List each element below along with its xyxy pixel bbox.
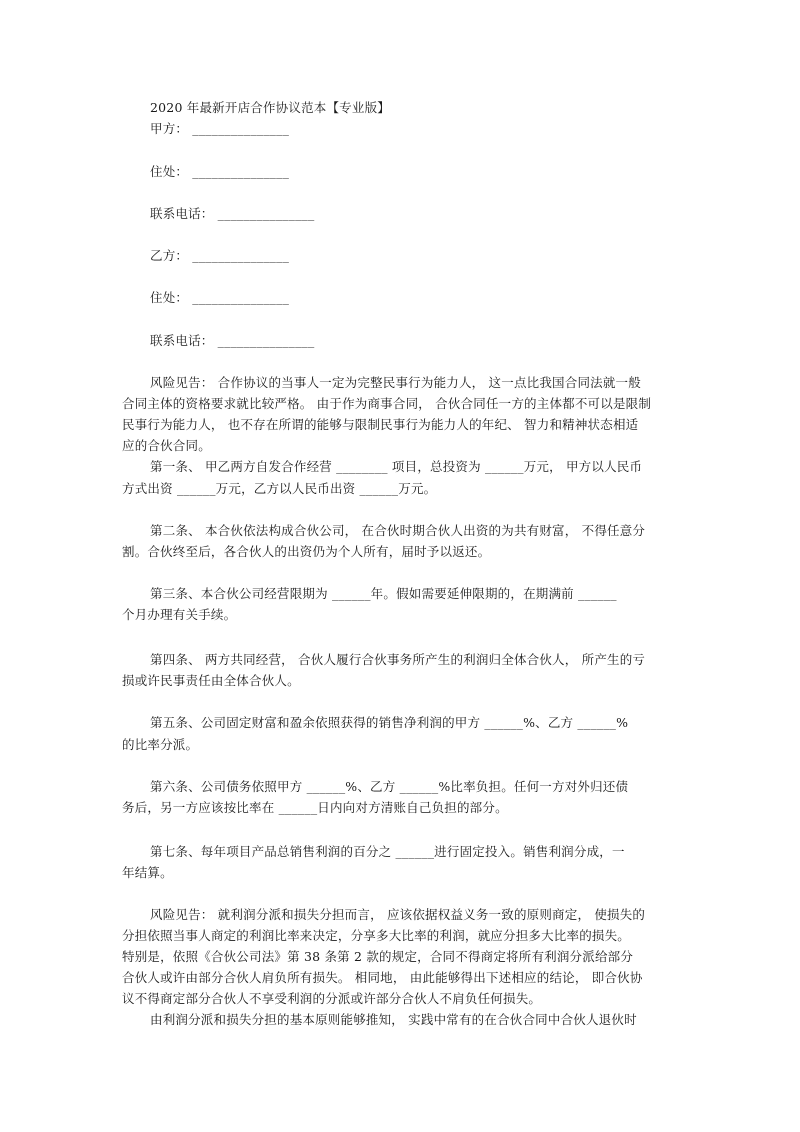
article-3-line: 第三条、本合伙公司经营限期为 ______年。假如需要延伸限期的，在期满前 ______ <box>150 586 617 601</box>
article-2-line: 第二条、 本合伙依法构成合伙公司， 在合伙时期合伙人出资的为共有财富， 不得任意分 <box>150 523 646 538</box>
risk-notice-2-line: 议不得商定部分合伙人不享受利润的分派或许部分合伙人不肩负任何损失。 <box>122 991 542 1006</box>
article-2-line: 割。合伙终至后，各合伙人的出资仍为个人所有，届时予以返还。 <box>122 544 491 559</box>
article-5-line: 的比率分派。 <box>122 737 199 752</box>
risk-notice-1-line: 风险见告： 合作协议的当事人一定为完整民事行为能力人， 这一点比我国合同法就一般 <box>150 375 641 390</box>
risk-notice-2-line: 由利润分派和损失分担的基本原则能够推知， 实践中常有的在合伙合同中合伙人退伙时 <box>150 1012 637 1027</box>
article-6-line: 第六条、公司债务依照甲方 ______%、乙方 ______%比率负担。任何一方对外归还债 <box>150 779 629 794</box>
article-7-line: 第七条、每年项目产品总销售利润的百分之 ______进行固定投入。销售利润分成，一 <box>150 844 625 859</box>
risk-notice-2-line: 分担依照当事人商定的利润比率来决定，分享多大比率的利润，就应分担多大比率的损失。 <box>122 928 631 943</box>
party-b-phone-field: 联系电话： _______________ <box>150 333 315 348</box>
article-4-line: 第四条、 两方共同经营， 合伙人履行合伙事务所产生的利润归全体合伙人， 所产生的亏 <box>150 652 646 667</box>
party-b-address-field: 住处： _______________ <box>150 290 290 305</box>
article-7-line: 年结算。 <box>122 865 173 880</box>
document-title: 2020 年最新开店合作协议范本【专业版】 <box>150 100 390 115</box>
risk-notice-2-line: 合伙人或许由部分合伙人肩负所有损失。 相同地， 由此能够得出下述相应的结论， 即合伙协 <box>122 970 643 985</box>
article-4-line: 损或许民事责任由全体合伙人。 <box>122 673 300 688</box>
article-3-line: 个月办理有关手续。 <box>122 607 237 622</box>
risk-notice-2-line: 特别是，依照《合伙公司法》第 38 条第 2 款的规定，合同不得商定将所有利润分派给部分 <box>122 949 634 964</box>
risk-notice-2-line: 风险见告： 就利润分派和损失分担而言， 应该依据权益义务一致的原则商定， 使损失的 <box>150 907 646 922</box>
article-5-line: 第五条、公司固定财富和盈余依照获得的销售净利润的甲方 ______%、乙方 ______% <box>150 715 629 730</box>
party-a-name-field: 甲方： _______________ <box>150 121 290 136</box>
article-1-line: 第一条、 甲乙两方自发合作经营 ________ 项目，总投资为 ______万元， 甲方以人民币 <box>150 459 643 474</box>
risk-notice-1-line: 民事行为能力人， 也不存在所谓的能够与限制民事行为能力人的年纪、 智力和精神状态相适 <box>122 417 639 432</box>
article-6-line: 务后，另一方应该按比率在 ______日内向对方清账自己负担的部分。 <box>122 800 508 815</box>
party-a-phone-field: 联系电话： _______________ <box>150 206 315 221</box>
article-1-line: 方式出资 ______万元，乙方以人民币出资 ______万元。 <box>122 481 437 496</box>
risk-notice-1-line: 应的合伙合同。 <box>122 438 211 453</box>
party-a-address-field: 住处： _______________ <box>150 164 290 179</box>
party-b-name-field: 乙方： _______________ <box>150 248 290 263</box>
risk-notice-1-line: 合同主体的资格要求就比较严格。 由于作为商事合同， 合伙合同任一方的主体都不可以是限制 <box>122 396 652 411</box>
